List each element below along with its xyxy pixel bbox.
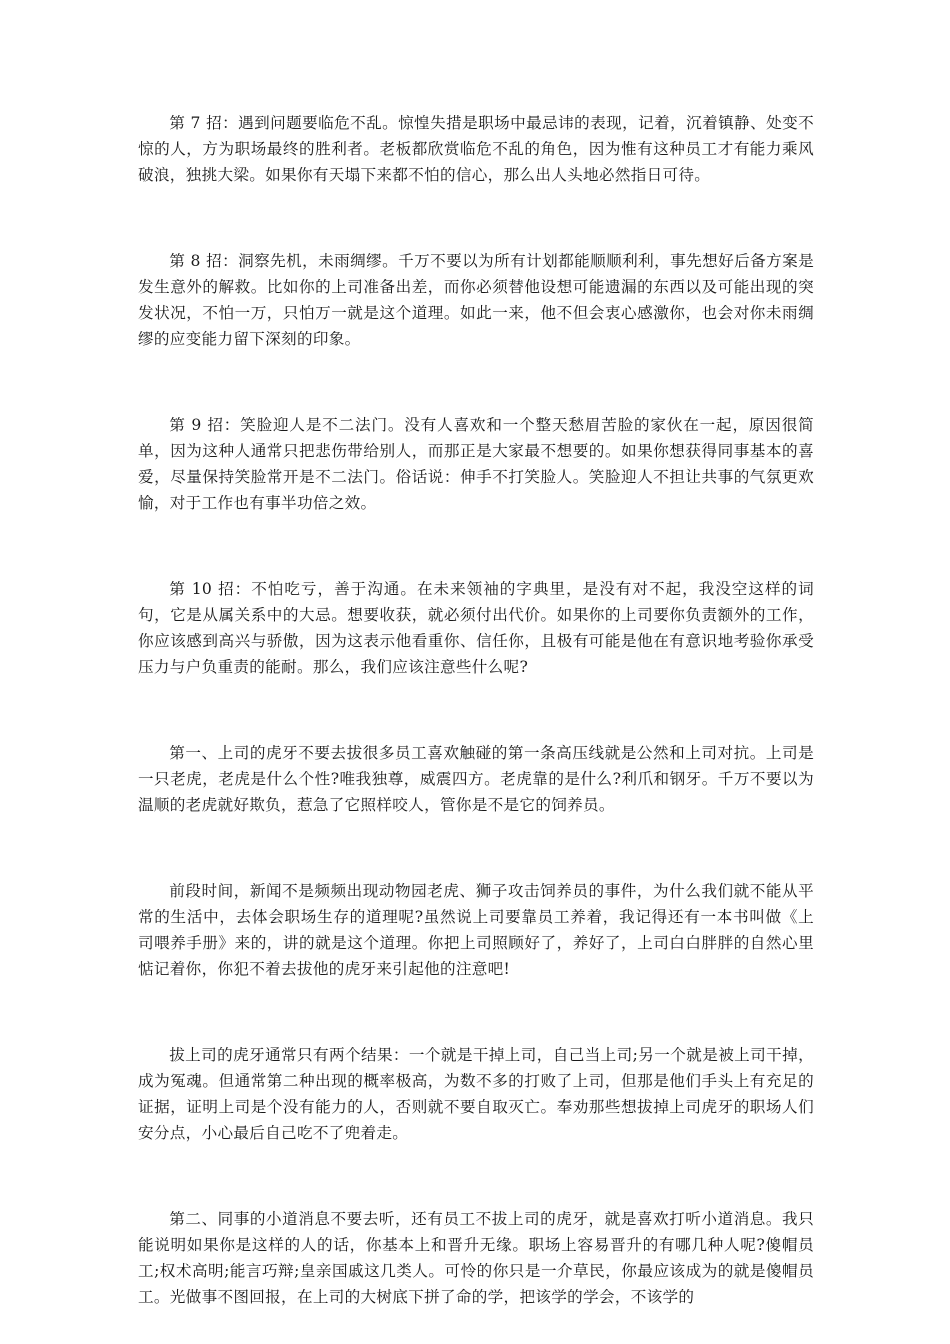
paragraph-boss-tiger-teeth: 第一、上司的虎牙不要去拔很多员工喜欢触碰的第一条高压线就是公然和上司对抗。上司是一只老虎，老虎是什么个性?唯我独尊，威震四方。老虎靠的是什么?利爪和钢牙。千万不要以为温顺的老虎就好欺负，惹急了它照样咬人，管你是不是它的饲养员。 bbox=[138, 744, 814, 814]
paragraph-tip-9: 第 9 招：笑脸迎人是不二法门。没有人喜欢和一个整天愁眉苦脸的家伙在一起，原因很简单，因为这种人通常只把悲伤带给别人，而那正是大家最不想要的。如果你想获得同事基本的喜爱，尽量保持笑脸常开是不二法门。俗话说：伸手不打笑脸人。笑脸迎人不担让共事的气氛更欢愉，对于工作也有事半功倍之效。 bbox=[138, 416, 814, 512]
paragraph-zoo-news: 前段时间，新闻不是频频出现动物园老虎、狮子攻击饲养员的事件，为什么我们就不能从平常的生活中，去体会职场生存的道理呢?虽然说上司要靠员工养着，我记得还有一本书叫做《上司喂养手册》来的，讲的就是这个道理。你把上司照顾好了，养好了，上司白白胖胖的自然心里惦记着你，你犯不着去拔他的虎牙来引起他的注意吧! bbox=[138, 882, 814, 978]
paragraph-tip-8: 第 8 招：洞察先机，未雨绸缪。千万不要以为所有计划都能顺顺利利，事先想好后备方案是发生意外的解救。比如你的上司准备出差，而你必须替他设想可能遗漏的东西以及可能出现的突发状况，不怕一万，只怕万一就是这个道理。如此一来，他不但会衷心感激你，也会对你未雨绸缪的应变能力留下深刻的印象。 bbox=[138, 252, 814, 348]
paragraph-tip-10: 第 10 招：不怕吃亏，善于沟通。在未来领袖的字典里，是没有对不起，我没空这样的词句，它是从属关系中的大忌。想要收获，就必须付出代价。如果你的上司要你负责额外的工作，你应该感到高兴与骄傲，因为这表示他看重你、信任你，且极有可能是他在有意识地考验你承受压力与户负重责的能耐。那么，我们应该注意些什么呢? bbox=[138, 580, 814, 676]
document-body bbox=[138, 110, 814, 1310]
paragraph-two-outcomes: 拔上司的虎牙通常只有两个结果：一个就是干掉上司，自己当上司;另一个就是被上司干掉，成为冤魂。但通常第二种出现的概率极高，为数不多的打败了上司，但那是他们手头上有充足的证据，证明上司是个没有能力的人，否则就不要自取灭亡。奉劝那些想拔掉上司虎牙的职场人们安分点，小心最后自己吃不了兜着走。 bbox=[138, 1046, 814, 1142]
paragraph-tip-7: 第 7 招：遇到问题要临危不乱。惊惶失措是职场中最忌讳的表现，记着，沉着镇静、处变不惊的人，方为职场最终的胜利者。老板都欣赏临危不乱的角色，因为惟有这种员工才有能力乘风破浪，独挑大梁。如果你有天塌下来都不怕的信心，那么出人头地必然指日可待。 bbox=[138, 114, 814, 184]
paragraph-gossip: 第二、同事的小道消息不要去听，还有员工不拔上司的虎牙，就是喜欢打听小道消息。我只能说明如果你是这样的人的话，你基本上和晋升无缘。职场上容易晋升的有哪几种人呢?傻帽员工;权术高明;能言巧辩;皇亲国戚这几类人。可怜的你只是一介草民，你最应该成为的就是傻帽员工。光做事不图回报，在上司的大树底下拼了命的学，把该学的学会，不该学的 bbox=[138, 1210, 814, 1306]
